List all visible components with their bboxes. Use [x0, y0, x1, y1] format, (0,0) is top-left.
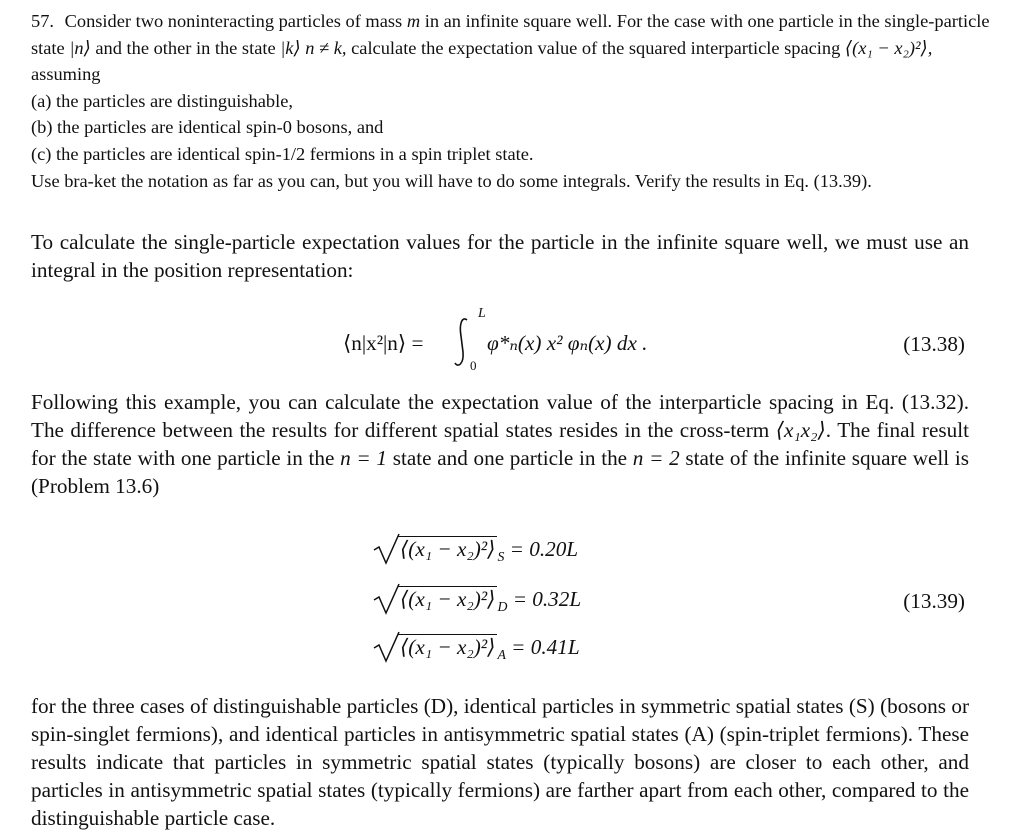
problem-text: calculate the expectation value of the squared interparticle spacing: [351, 37, 841, 58]
subscript-d: D: [497, 598, 508, 614]
paragraph-text: state of the infinite square well is (Problem 13.6): [31, 446, 970, 498]
eq-1338-integrand: φ*ₙ(x) x² φₙ(x) dx .: [487, 331, 648, 355]
paragraph-text: state and one particle in the: [392, 446, 628, 470]
part-b: (b) the particles are identical spin-0 bosons, and: [31, 117, 384, 138]
problem-number: 57.: [31, 11, 54, 31]
eq-tag-1339: (13.39): [903, 589, 965, 613]
part-a: (a) the particles are distinguishable,: [31, 90, 293, 111]
integral-lower-limit: 0: [470, 358, 477, 373]
paragraph-text: To calculate the single-particle expectation values for the particle in the infinite square well, we must use an integral in the position representation:: [31, 230, 969, 282]
eq-1339-line-a: [372, 634, 580, 660]
problem-text: and the other in the state: [95, 37, 276, 58]
ket-n: |n⟩: [69, 37, 91, 58]
problem-statement: [31, 8, 1006, 194]
square-root-icon: [372, 628, 400, 664]
eq-1338-lhs: ⟨n|x²|n⟩ =: [343, 331, 424, 355]
radicand: ⟨(x₁ − x₂)²⟩: [400, 587, 496, 611]
equation-13-38: [0, 306, 1022, 373]
state-n2: n = 2: [632, 446, 680, 470]
square-root-icon: [372, 580, 400, 616]
square-root-icon: [372, 530, 400, 566]
problem-text: assuming: [31, 64, 101, 85]
eq-1339-line-s: [372, 536, 578, 562]
value-s: = 0.20L: [509, 537, 579, 561]
solution-paragraph-1: [31, 228, 969, 284]
cross-term: ⟨x₁x₂⟩: [775, 418, 826, 442]
solution-paragraph-2: [31, 388, 969, 500]
solution-paragraph-3: [31, 692, 969, 832]
subscript-a: A: [497, 646, 506, 662]
part-c: (c) the particles are identical spin-1/2 fermions in a spin triplet state.: [31, 143, 534, 164]
paragraph-text: Following this example, you can calculate the expectation value of the interparticle spacing in Eq. (13.32). The difference between the results for different spatial states resides in the cross-term: [31, 390, 969, 442]
paragraph-text: . The final result for the state with one particle in the: [31, 418, 969, 470]
integral-upper-limit: L: [478, 306, 486, 321]
sqrt-expression: [372, 586, 507, 612]
state-n1: n = 1: [340, 446, 388, 470]
n-not-k-condition: n ≠ k,: [305, 37, 347, 58]
ket-k: |k⟩: [280, 37, 301, 58]
spacing-expression: ⟨(x₁ − x₂)²⟩,: [844, 37, 933, 58]
sqrt-expression: [372, 634, 506, 660]
paragraph-text: [31, 388, 969, 500]
subscript-s: S: [497, 548, 505, 564]
eq-tag-1338: (13.38): [903, 332, 965, 356]
radicand: ⟨(x₁ − x₂)²⟩: [400, 537, 496, 561]
problem-text: Consider two noninteracting particles of mass: [64, 11, 403, 31]
value-a: = 0.41L: [511, 635, 580, 659]
radicand: ⟨(x₁ − x₂)²⟩: [400, 635, 496, 659]
problem-intro: [31, 8, 1006, 88]
value-d: = 0.32L: [512, 587, 582, 611]
integral-sign-icon: [452, 316, 472, 368]
problem-closing: Use bra-ket the notation as far as you can, but you will have to do some integrals. Verify the results in Eq. (13.39).: [31, 170, 872, 191]
eq-1339-line-d: [372, 586, 581, 612]
problem-text: in an infinite square well. For the case with one particle in the single-particle state: [31, 11, 990, 58]
mass-variable: m: [406, 11, 421, 31]
sqrt-expression: [372, 536, 504, 562]
paragraph-text: for the three cases of distinguishable particles (D), identical particles in symmetric spatial states (S) (bosons or spin-singlet fermions), and identical particles in antisymmetric spatial states (A) (spin-triplet fermions). These results indicate that particles in symmetric spatial states (typically bosons) are closer to each other, and particles in antisymmetric spatial states (typically fermions) are farther apart from each other, compared to the distinguishable particle case.: [31, 694, 969, 830]
